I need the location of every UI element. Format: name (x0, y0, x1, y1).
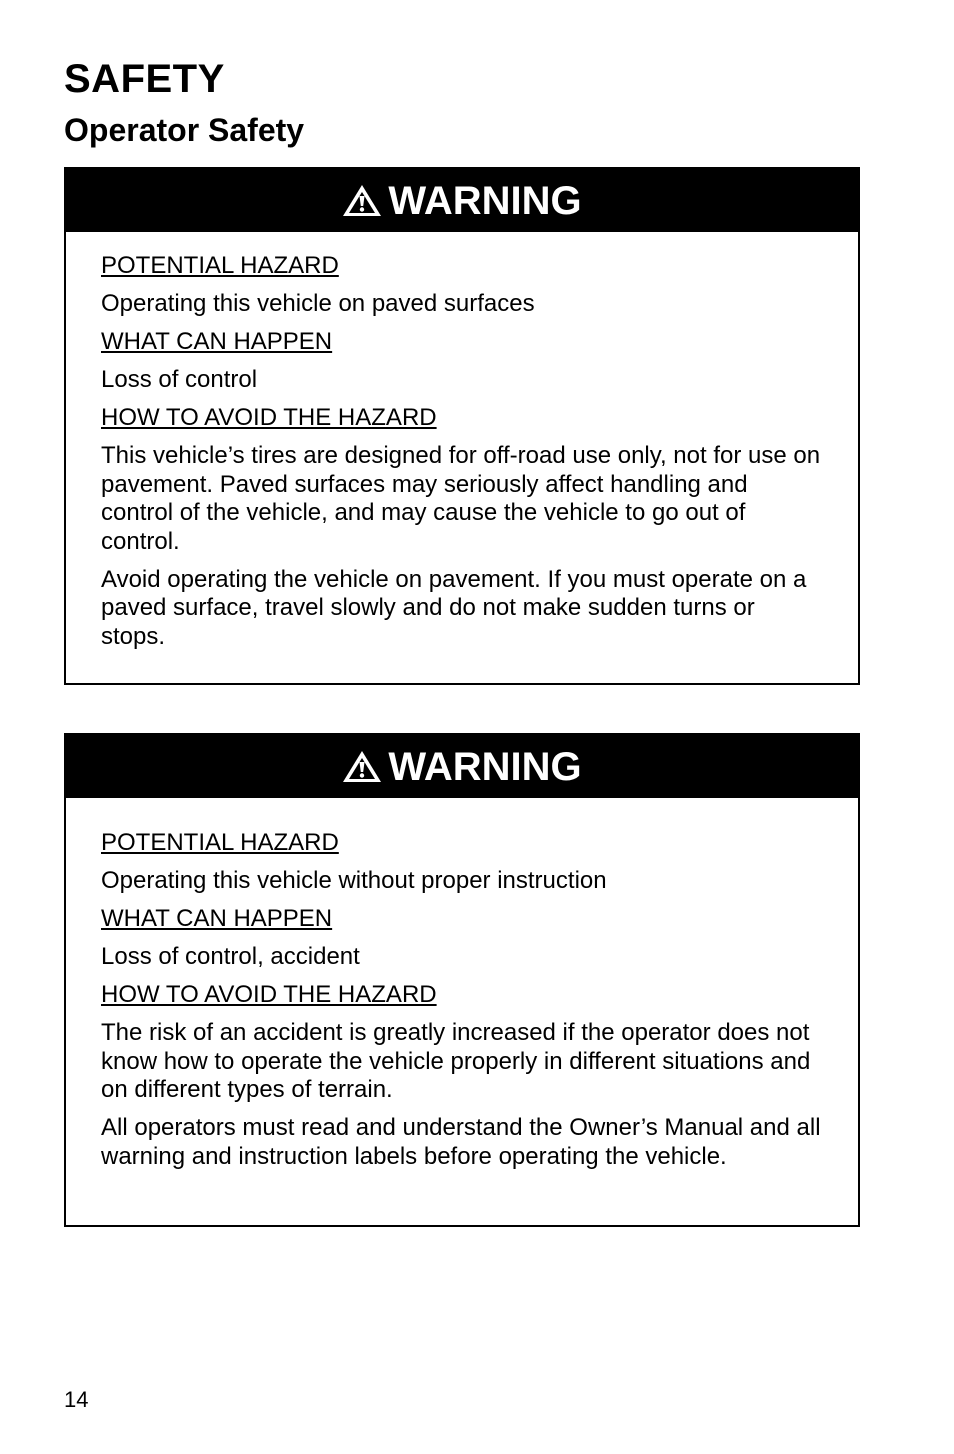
warning-title: WARNING (388, 744, 582, 789)
how-to-avoid-paragraph: All operators must read and understand the Owner’s Manual and all warning and instruction labels before operating the vehicle. (101, 1114, 821, 1170)
how-to-avoid-paragraph: The risk of an accident is greatly increased if the operator does not know how to operate the vehicle properly in different situations and on different types of terrain. (101, 1019, 811, 1103)
potential-hazard-text: Operating this vehicle on paved surfaces (101, 290, 535, 317)
how-to-avoid-label: HOW TO AVOID THE HAZARD (101, 981, 437, 1008)
warning-box (64, 167, 860, 685)
warning-box (64, 733, 860, 1227)
potential-hazard-text: Operating this vehicle without proper instruction (101, 867, 607, 894)
warning-header (66, 735, 858, 798)
what-can-happen-label: WHAT CAN HAPPEN (101, 328, 333, 355)
how-to-avoid-paragraph: This vehicle’s tires are designed for off-road use only, not for use on pavement. Paved surfaces may seriously affect handling and control of the vehicle, and may cause the vehicle to go out of control. (101, 442, 821, 555)
page-number: 14 (64, 1387, 89, 1412)
warning-body (66, 232, 858, 651)
warning-triangle-icon (342, 750, 382, 783)
what-can-happen-text: Loss of control (101, 366, 258, 393)
potential-hazard-label: POTENTIAL HAZARD (101, 252, 339, 279)
potential-hazard-label: POTENTIAL HAZARD (101, 829, 339, 856)
how-to-avoid-label: HOW TO AVOID THE HAZARD (101, 404, 437, 431)
how-to-avoid-paragraph: Avoid operating the vehicle on pavement. If you must operate on a paved surface, travel slowly and do not make sudden turns or stops. (101, 565, 807, 650)
warning-title: WARNING (388, 178, 582, 223)
section-title: SAFETY (64, 57, 225, 101)
warning-header (66, 169, 858, 232)
warning-triangle-icon (342, 184, 382, 217)
what-can-happen-label: WHAT CAN HAPPEN (101, 905, 333, 932)
what-can-happen-text: Loss of control, accident (101, 943, 360, 970)
subsection-title: Operator Safety (64, 112, 305, 148)
warning-body (66, 798, 858, 1171)
